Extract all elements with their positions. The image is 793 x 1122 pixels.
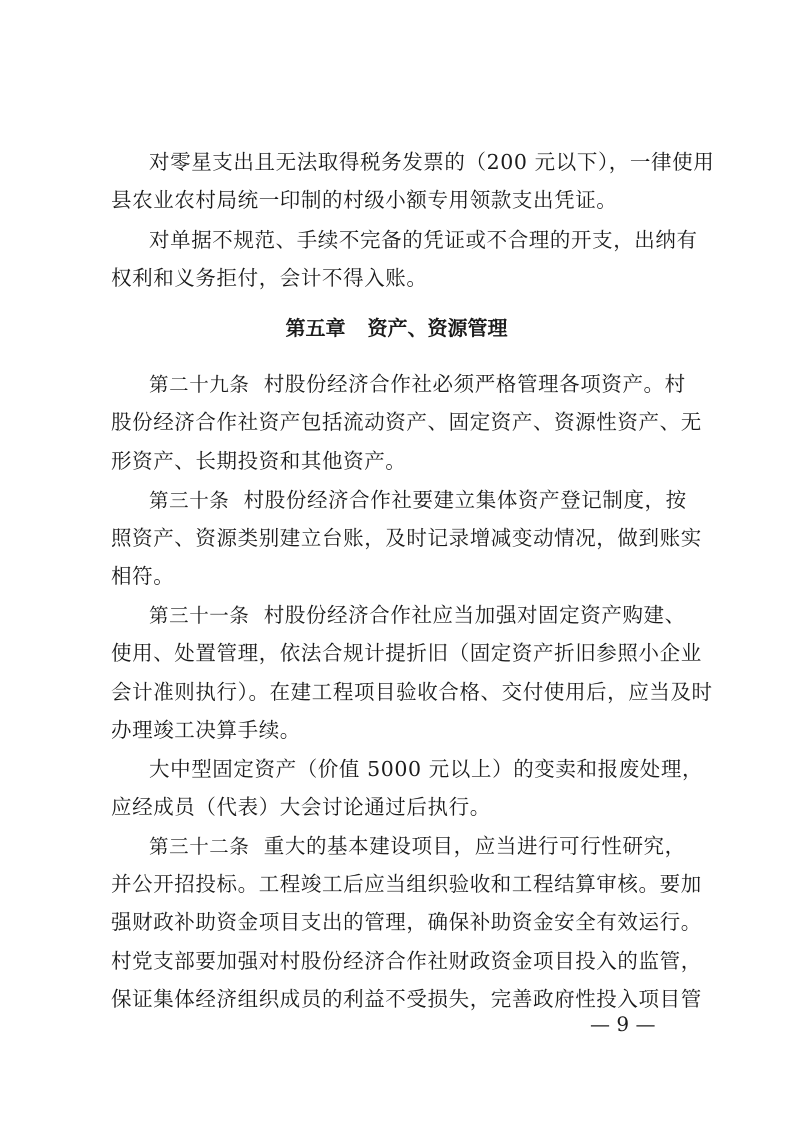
article-31-line-2: 使用、处置管理，依法合规计提折旧（固定资产折旧参照小企业 bbox=[111, 641, 702, 665]
article-30-line-2: 照资产、资源类别建立台账，及时记录增减变动情况，做到账实 bbox=[111, 526, 702, 550]
paragraph-irregular-docs-line-1: 对单据不规范、手续不完备的凭证或不合理的开支，出纳有 bbox=[149, 228, 698, 252]
article-32-line-2: 并公开招投标。工程竣工后应当组织验收和工程结算审核。要加 bbox=[111, 872, 702, 896]
chapter-title: 资产、资源管理 bbox=[367, 316, 508, 340]
article-31-label: 第三十一条 bbox=[149, 604, 250, 627]
page-number: — 9 — bbox=[590, 1012, 656, 1036]
article-32-line-1 bbox=[0, 832, 793, 861]
article-31-line-1 bbox=[0, 601, 793, 630]
article-30-text-1: 村股份经济合作社要建立集体资产登记制度，按 bbox=[243, 488, 687, 512]
article-29-line-1 bbox=[0, 370, 793, 399]
article-32-line-3: 强财政补助资金项目支出的管理，确保补助资金安全有效运行。 bbox=[111, 910, 702, 934]
article-32-label: 第三十二条 bbox=[149, 835, 250, 858]
article-31-line-3: 会计准则执行）。在建工程项目验收合格、交付使用后，应当及时 bbox=[111, 680, 713, 704]
chapter-number: 第五章 bbox=[285, 316, 346, 340]
article-29-line-2: 股份经济合作社资产包括流动资产、固定资产、资源性资产、无 bbox=[111, 410, 702, 434]
article-29-text-1: 村股份经济合作社必须严格管理各项资产。村 bbox=[263, 372, 686, 396]
article-31-line-4: 办理竣工决算手续。 bbox=[111, 718, 301, 742]
paragraph-small-expense-line-2: 县农业农村局统一印制的村级小额专用领款支出凭证。 bbox=[111, 188, 618, 212]
article-32-line-4: 村党支部要加强对村股份经济合作社财政资金项目投入的监管， bbox=[111, 949, 702, 973]
article-30-line-1 bbox=[0, 486, 793, 515]
article-30-label: 第三十条 bbox=[149, 489, 230, 512]
paragraph-irregular-docs-line-2: 权利和义务拒付，会计不得入账。 bbox=[111, 266, 428, 290]
paragraph-large-assets-line-2: 应经成员（代表）大会讨论通过后执行。 bbox=[111, 795, 491, 819]
paragraph-small-expense-line-1: 对零星支出且无法取得税务发票的（200 元以下），一律使用 bbox=[149, 150, 715, 174]
article-29-line-3: 形资产、长期投资和其他资产。 bbox=[111, 449, 407, 473]
article-32-text-1: 重大的基本建设项目，应当进行可行性研究， bbox=[263, 834, 686, 858]
article-29-label: 第二十九条 bbox=[149, 373, 250, 396]
chapter-heading bbox=[0, 314, 793, 342]
article-31-text-1: 村股份经济合作社应当加强对固定资产购建、 bbox=[263, 603, 686, 627]
article-30-line-3: 相符。 bbox=[111, 564, 175, 588]
article-32-line-5: 保证集体经济组织成员的利益不受损失，完善政府性投入项目管 bbox=[111, 987, 702, 1011]
paragraph-large-assets-line-1: 大中型固定资产（价值 5000 元以上）的变卖和报废处理， bbox=[149, 757, 704, 781]
